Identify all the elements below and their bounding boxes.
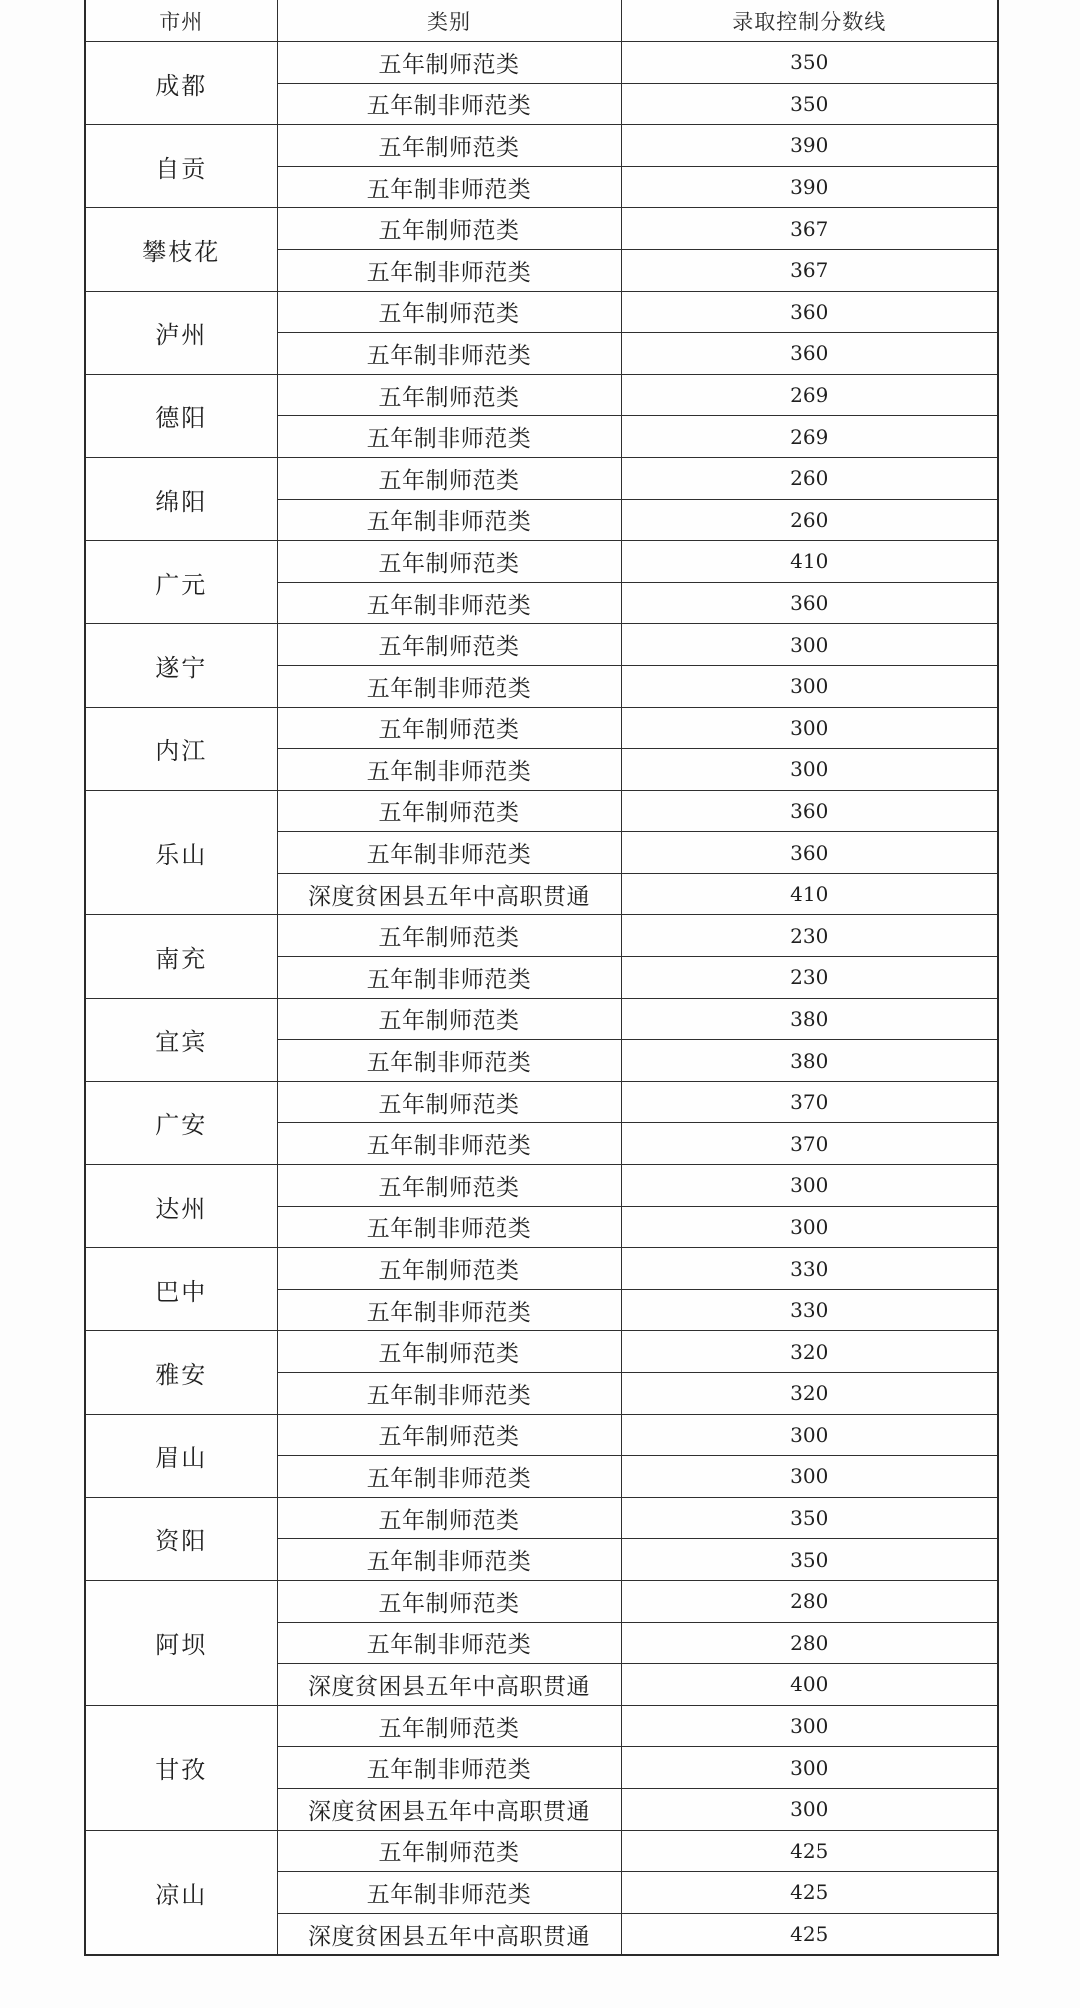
category-cell: 五年制师范类 <box>277 707 621 749</box>
score-cell: 367 <box>621 208 998 250</box>
score-cell: 300 <box>621 1414 998 1456</box>
category-cell: 五年制非师范类 <box>277 249 621 291</box>
category-cell: 五年制非师范类 <box>277 582 621 624</box>
city-cell: 绵阳 <box>85 457 277 540</box>
city-cell: 南充 <box>85 915 277 998</box>
score-cell: 367 <box>621 249 998 291</box>
category-cell: 深度贫困县五年中高职贯通 <box>277 1913 621 1955</box>
score-cell: 360 <box>621 333 998 375</box>
category-cell: 五年制非师范类 <box>277 83 621 125</box>
city-cell: 广元 <box>85 541 277 624</box>
score-cell: 350 <box>621 1539 998 1581</box>
score-cell: 300 <box>621 1788 998 1830</box>
table-row <box>85 1497 998 1539</box>
category-cell: 五年制非师范类 <box>277 832 621 874</box>
score-cell: 360 <box>621 291 998 333</box>
header-city: 市州 <box>85 0 277 42</box>
category-cell: 五年制非师范类 <box>277 333 621 375</box>
admission-score-table <box>84 0 999 1956</box>
table-row <box>85 374 998 416</box>
score-cell: 300 <box>621 707 998 749</box>
score-cell: 330 <box>621 1289 998 1331</box>
score-cell: 280 <box>621 1622 998 1664</box>
city-cell: 德阳 <box>85 374 277 457</box>
table-row <box>85 1414 998 1456</box>
category-cell: 五年制非师范类 <box>277 1040 621 1082</box>
score-cell: 410 <box>621 873 998 915</box>
category-cell: 五年制非师范类 <box>277 1539 621 1581</box>
category-cell: 五年制非师范类 <box>277 1872 621 1914</box>
header-category: 类别 <box>277 0 621 42</box>
category-cell: 五年制师范类 <box>277 998 621 1040</box>
category-cell: 五年制非师范类 <box>277 166 621 208</box>
category-cell: 深度贫困县五年中高职贯通 <box>277 873 621 915</box>
category-cell: 五年制师范类 <box>277 1081 621 1123</box>
score-cell: 300 <box>621 665 998 707</box>
category-cell: 深度贫困县五年中高职贯通 <box>277 1664 621 1706</box>
city-cell: 阿坝 <box>85 1580 277 1705</box>
table-row <box>85 1248 998 1290</box>
city-cell: 广安 <box>85 1081 277 1164</box>
city-cell: 乐山 <box>85 790 277 915</box>
category-cell: 五年制非师范类 <box>277 1206 621 1248</box>
score-cell: 300 <box>621 749 998 791</box>
table-row <box>85 1165 998 1207</box>
score-cell: 260 <box>621 499 998 541</box>
score-cell: 280 <box>621 1580 998 1622</box>
score-cell: 390 <box>621 125 998 167</box>
table-row <box>85 125 998 167</box>
city-cell: 泸州 <box>85 291 277 374</box>
category-cell: 五年制师范类 <box>277 291 621 333</box>
category-cell: 五年制师范类 <box>277 1414 621 1456</box>
score-cell: 330 <box>621 1248 998 1290</box>
category-cell: 五年制师范类 <box>277 1331 621 1373</box>
score-cell: 300 <box>621 1747 998 1789</box>
score-cell: 370 <box>621 1081 998 1123</box>
score-cell: 425 <box>621 1872 998 1914</box>
category-cell: 五年制师范类 <box>277 42 621 84</box>
category-cell: 五年制师范类 <box>277 208 621 250</box>
city-cell: 自贡 <box>85 125 277 208</box>
table-row <box>85 790 998 832</box>
score-cell: 269 <box>621 374 998 416</box>
category-cell: 五年制非师范类 <box>277 416 621 458</box>
header-score: 录取控制分数线 <box>621 0 998 42</box>
table-row <box>85 291 998 333</box>
category-cell: 五年制非师范类 <box>277 1289 621 1331</box>
category-cell: 五年制师范类 <box>277 541 621 583</box>
table-row <box>85 1331 998 1373</box>
score-cell: 390 <box>621 166 998 208</box>
score-cell: 360 <box>621 832 998 874</box>
category-cell: 五年制师范类 <box>277 1165 621 1207</box>
category-cell: 五年制师范类 <box>277 790 621 832</box>
table-row <box>85 1830 998 1872</box>
table-row <box>85 915 998 957</box>
table-row <box>85 457 998 499</box>
category-cell: 深度贫困县五年中高职贯通 <box>277 1788 621 1830</box>
score-cell: 300 <box>621 1165 998 1207</box>
score-cell: 300 <box>621 1456 998 1498</box>
score-cell: 380 <box>621 1040 998 1082</box>
score-cell: 350 <box>621 42 998 84</box>
city-cell: 达州 <box>85 1165 277 1248</box>
category-cell: 五年制师范类 <box>277 125 621 167</box>
city-cell: 甘孜 <box>85 1705 277 1830</box>
category-cell: 五年制师范类 <box>277 915 621 957</box>
score-cell: 425 <box>621 1913 998 1955</box>
category-cell: 五年制师范类 <box>277 1497 621 1539</box>
score-cell: 320 <box>621 1331 998 1373</box>
score-cell: 300 <box>621 624 998 666</box>
table-row <box>85 1705 998 1747</box>
score-cell: 300 <box>621 1705 998 1747</box>
table-row <box>85 208 998 250</box>
category-cell: 五年制师范类 <box>277 1705 621 1747</box>
score-cell: 425 <box>621 1830 998 1872</box>
city-cell: 雅安 <box>85 1331 277 1414</box>
category-cell: 五年制非师范类 <box>277 749 621 791</box>
city-cell: 内江 <box>85 707 277 790</box>
city-cell: 资阳 <box>85 1497 277 1580</box>
score-cell: 350 <box>621 83 998 125</box>
score-cell: 360 <box>621 582 998 624</box>
table-row <box>85 1081 998 1123</box>
city-cell: 巴中 <box>85 1248 277 1331</box>
score-cell: 320 <box>621 1373 998 1415</box>
score-cell: 400 <box>621 1664 998 1706</box>
category-cell: 五年制非师范类 <box>277 499 621 541</box>
table-body <box>85 42 998 1956</box>
city-cell: 成都 <box>85 42 277 125</box>
category-cell: 五年制非师范类 <box>277 957 621 999</box>
score-cell: 230 <box>621 957 998 999</box>
category-cell: 五年制师范类 <box>277 624 621 666</box>
category-cell: 五年制非师范类 <box>277 1373 621 1415</box>
header-row <box>85 0 998 42</box>
score-cell: 360 <box>621 790 998 832</box>
category-cell: 五年制师范类 <box>277 374 621 416</box>
category-cell: 五年制师范类 <box>277 457 621 499</box>
table-row <box>85 1580 998 1622</box>
city-cell: 遂宁 <box>85 624 277 707</box>
score-cell: 410 <box>621 541 998 583</box>
category-cell: 五年制师范类 <box>277 1248 621 1290</box>
score-cell: 260 <box>621 457 998 499</box>
category-cell: 五年制非师范类 <box>277 665 621 707</box>
category-cell: 五年制非师范类 <box>277 1747 621 1789</box>
category-cell: 五年制非师范类 <box>277 1123 621 1165</box>
table-row <box>85 707 998 749</box>
table-row <box>85 998 998 1040</box>
score-cell: 230 <box>621 915 998 957</box>
score-cell: 350 <box>621 1497 998 1539</box>
city-cell: 凉山 <box>85 1830 277 1955</box>
table-row <box>85 624 998 666</box>
category-cell: 五年制非师范类 <box>277 1622 621 1664</box>
category-cell: 五年制师范类 <box>277 1580 621 1622</box>
score-cell: 380 <box>621 998 998 1040</box>
score-cell: 370 <box>621 1123 998 1165</box>
table-row <box>85 42 998 84</box>
city-cell: 攀枝花 <box>85 208 277 291</box>
category-cell: 五年制师范类 <box>277 1830 621 1872</box>
score-table-wrapper <box>84 0 997 1956</box>
city-cell: 眉山 <box>85 1414 277 1497</box>
score-cell: 300 <box>621 1206 998 1248</box>
city-cell: 宜宾 <box>85 998 277 1081</box>
table-header <box>85 0 998 42</box>
table-row <box>85 541 998 583</box>
category-cell: 五年制非师范类 <box>277 1456 621 1498</box>
score-cell: 269 <box>621 416 998 458</box>
